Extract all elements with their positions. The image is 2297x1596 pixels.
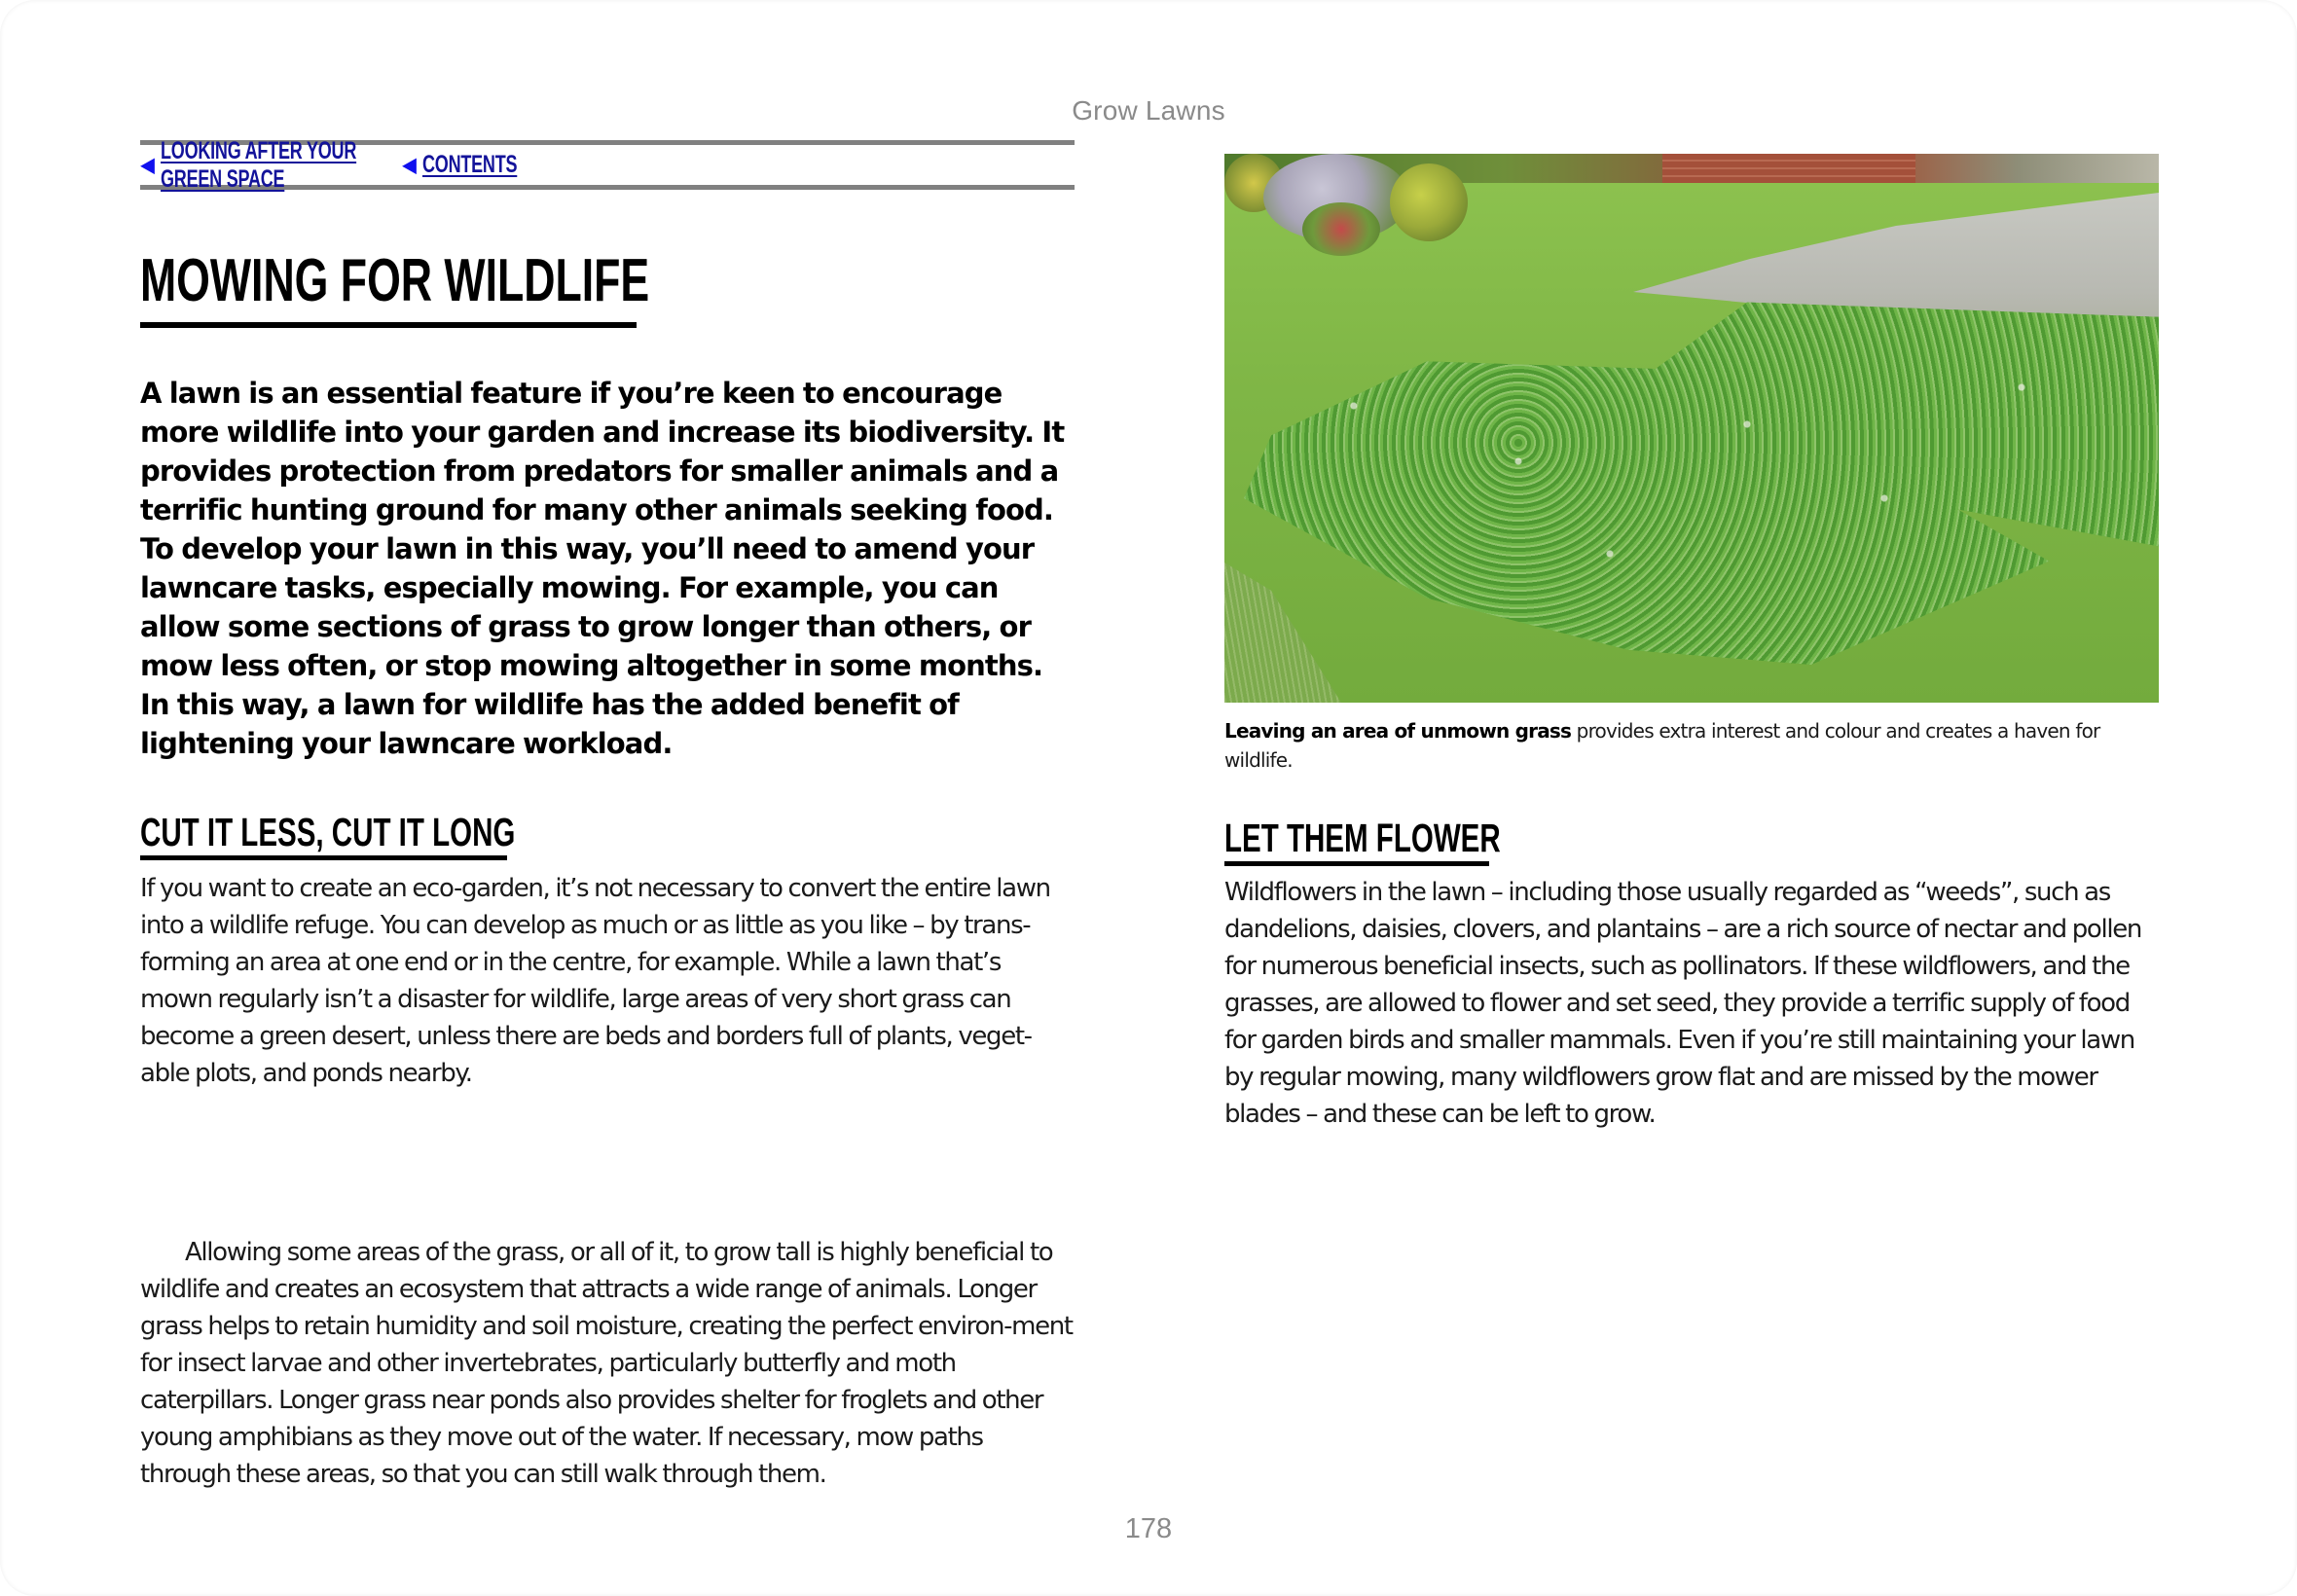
section-heading-underline: [140, 855, 507, 860]
section-heading-underline: [1224, 861, 1489, 866]
body-paragraph: Wildflowers in the lawn – including those usually regarded as “weeds”, such as dandelions, daisies, clovers, and plantains – are a rich source of nectar and pollen for numerous beneficial insects, such as pollinators. If these wildflowers, and the grasses, are allowed to flower and set seed, they provide a terrific supply of food for garden birds and smaller mammals. Even if you’re still maintaining your lawn by regular mowing, many wildflowers grow flat and are missed by the mower blades – and these can be left to grow.: [1224, 878, 2141, 1129]
nav-link-label: CONTENTS: [422, 151, 518, 178]
nav-link-label: LOOKING AFTER YOUR GREEN SPACE: [161, 136, 357, 193]
caption-bold-lead: Leaving an area of unmown grass: [1224, 719, 1572, 743]
breadcrumb-nav: [140, 136, 1075, 193]
section-heading-let-them-flower: LET THEM FLOWER: [1224, 816, 1501, 860]
body-paragraph: If you want to create an eco-garden, it’s not necessary to convert the entire lawn into a wildlife refuge. You can develop as much or as little as you like – by trans-forming an area at one end or in the centre, for example. While a lawn that’s mown regularly isn’t a disaster for wildlife, large areas of very short grass can become a green desert, unless there are beds and borders full of plants, veget-able plots, and ponds nearby.: [140, 874, 1050, 1088]
lead-paragraph: A lawn is an essential feature if you’re keen to encourage more wildlife into your garden and increase its biodiversity. It provides protection from predators for smaller animals and a terrific hunting ground for many other animals seeking food. To develop your lawn in this way, you’ll need to amend your lawncare tasks, especially mowing. For example, you can allow some sections of grass to grow longer than others, or mow less often, or stop mowing altogether in some months. In this way, a lawn for wildlife has the added benefit of lightening your lawncare workload.: [140, 377, 1065, 760]
nav-link-contents[interactable]: [402, 151, 518, 179]
body-paragraph: Allowing some areas of the grass, or all of it, to grow tall is highly beneficial to wildlife and creates an ecosystem that attracts a wide range of animals. Longer grass helps to retain humidity and soil moisture, creating the perfect environ-ment for insect larvae and other invertebrates, particularly butterfly and moth caterpillars. Longer grass near ponds also provides shelter for froglets and other young amphibians as they move out of the water. If necessary, mow paths through these areas, so that you can still walk through them.: [140, 1238, 1073, 1489]
left-triangle-arrow-icon: ◀: [140, 155, 155, 176]
page-number: 178: [1124, 1513, 1173, 1544]
left-triangle-arrow-icon: ◀: [402, 155, 417, 176]
page-title: MOWING FOR WILDLIFE: [140, 247, 650, 314]
left-column: [140, 136, 1075, 1489]
right-column: [1224, 154, 2159, 1129]
unmown-grass-photo: [1224, 154, 2159, 703]
figure-caption: [1224, 716, 2159, 775]
photo-brick-building: [1662, 154, 1915, 183]
section-heading-cut-it-less: CUT IT LESS, CUT IT LONG: [140, 810, 516, 854]
photo-shrub: [1390, 163, 1468, 241]
running-head-book-title: Grow Lawns: [1072, 95, 1225, 126]
figure: [1224, 154, 2159, 775]
title-underline: [140, 322, 637, 328]
caption-text: provides extra interest and colour and creates a haven for wildlife.: [1224, 719, 2100, 772]
photo-shrub: [1302, 202, 1380, 256]
